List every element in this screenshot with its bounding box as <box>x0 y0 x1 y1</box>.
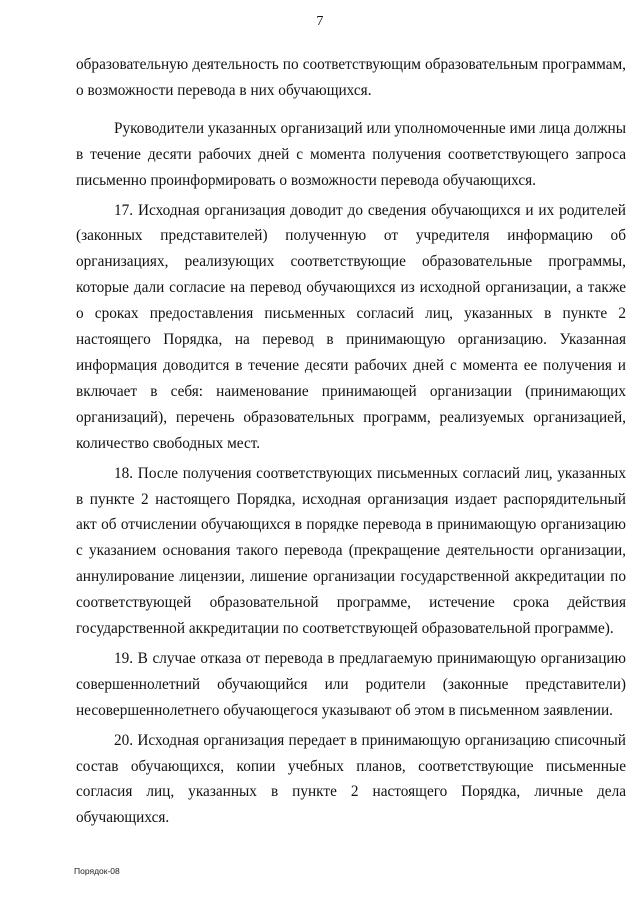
paragraph-item-18: 18. После получения соответствующих письменных согласий лиц, указанных в пункте 2 настоящего Порядка, исходная организация издает распорядительный акт об отчислении обучающихся в порядке перевода в принимающую организацию с указанием основания такого перевода (прекращение деятельности организации, аннулирование лицензии, лишение организации государственной аккредитации по соответствующей образовательной программе, истечение срока действия государственной аккредитации по соответствующей образовательной программе). <box>76 464 626 638</box>
paragraph-item-19: 19. В случае отказа от перевода в предлагаемую принимающую организацию совершеннолетний обучающийся или родители (законные представители) несовершеннолетнего обучающегося указывают об этом в письменном заявлении. <box>76 649 626 719</box>
paragraph-item-17: 17. Исходная организация доводит до сведения обучающихся и их родителей (законных представителей) полученную от учредителя информацию об организациях, реализующих соответствующие образовательные программы, которые дали согласие на перевод обучающихся из исходной организации, а также о сроках предоставления письменных согласий лиц, указанных в пункте 2 настоящего Порядка, на перевод в принимающую организацию. Указанная информация доводится в течение десяти рабочих дней с момента ее получения и включает в себя: наименование принимающей организации (принимающих организаций), перечень образовательных программ, реализуемых организацией, количество свободных мест. <box>76 201 626 452</box>
paragraph-item-20: 20. Исходная организация передает в принимающую организацию списочный состав обучающихся, копии учебных планов, соответствующие письменные согласия лиц, указанных в пункте 2 настоящего Порядка, личные дела обучающихся. <box>76 731 626 827</box>
page-number: 7 <box>316 14 324 29</box>
paragraph-continuation: образовательную деятельность по соответствующим образовательным программам, о возможности перевода в них обучающихся. <box>76 56 626 99</box>
document-body <box>76 52 626 831</box>
paragraph-heads-of-organizations: Руководители указанных организаций или уполномоченные ими лица должны в течение десяти рабочих дней с момента получения соответствующего запроса письменно проинформировать о возможности перевода обучающихся. <box>76 119 626 189</box>
footer-document-code: Порядок-08 <box>74 866 120 876</box>
